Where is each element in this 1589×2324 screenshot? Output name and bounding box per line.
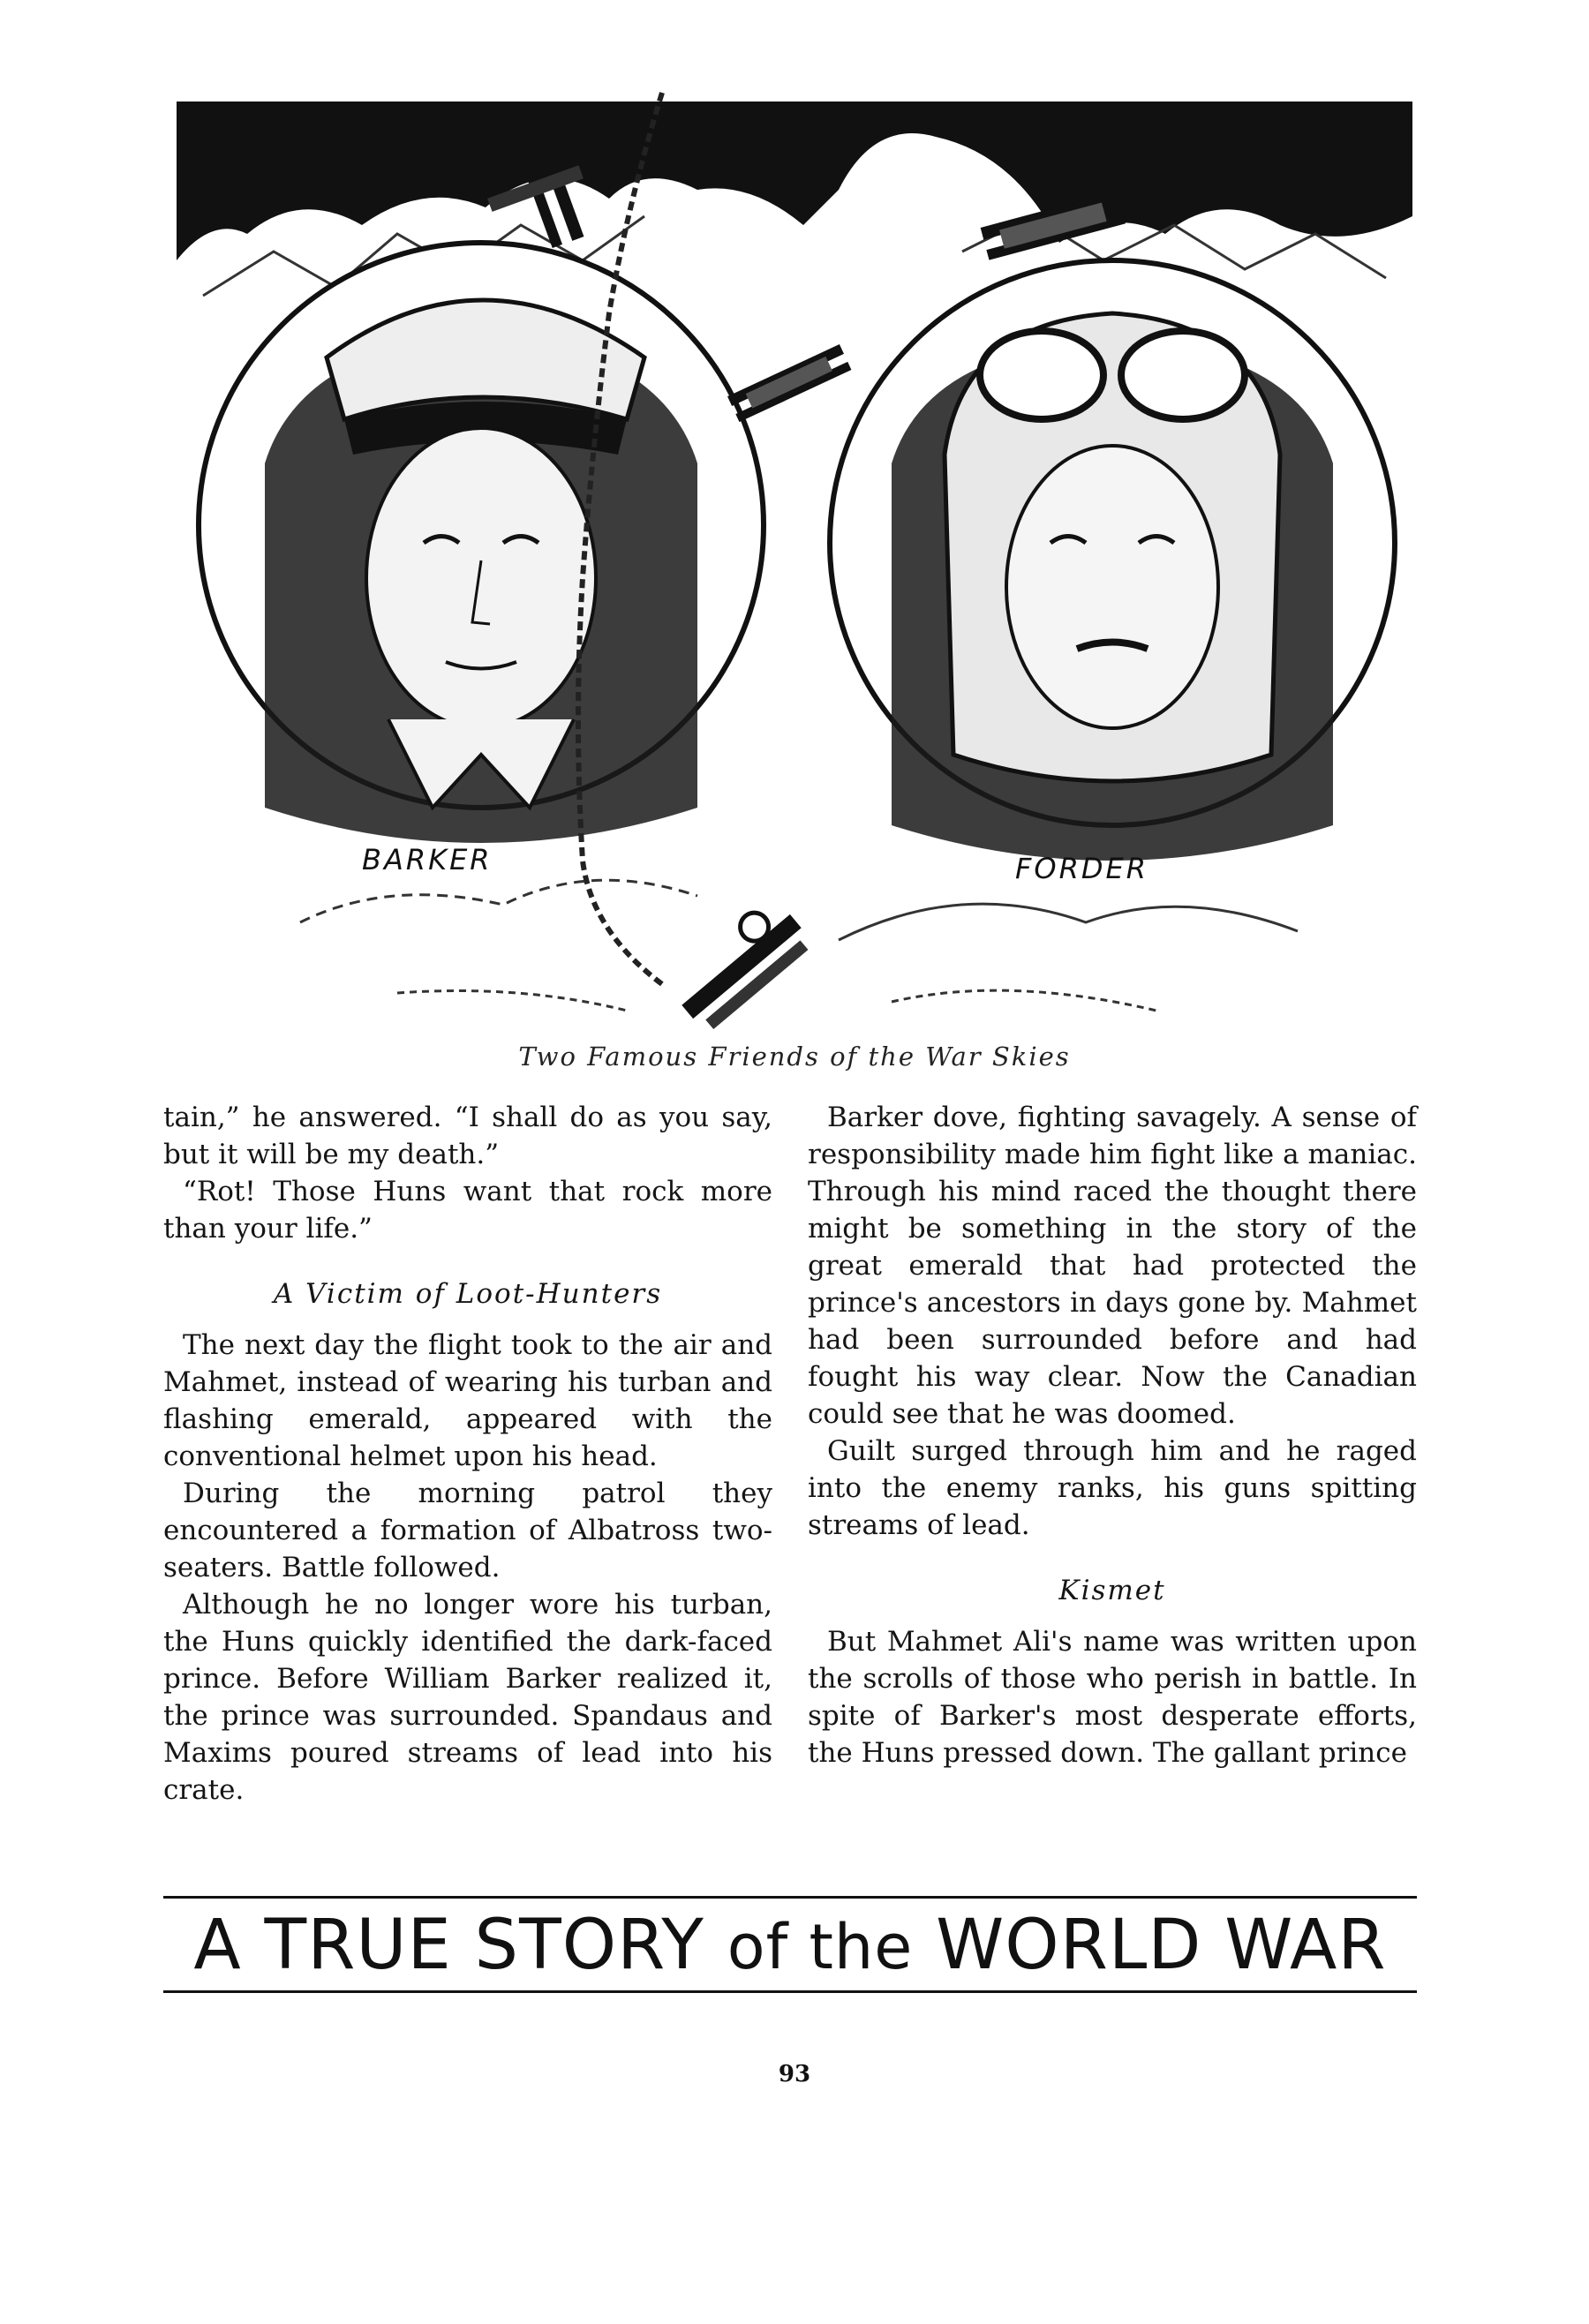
paragraph: But Mahmet Ali's name was written upon the scrolls of those who perish in battle. In spite of Barker's most desperate efforts, the Huns pressed down. The gallant prince bbox=[808, 1626, 1417, 1769]
banner-text: of the bbox=[727, 1911, 914, 1983]
paragraph: The next day the flight took to the air and Mahmet, instead of wearing his turban and flashing emerald, appeared with the conventional helmet upon his head. bbox=[163, 1329, 772, 1472]
left-column bbox=[163, 1099, 772, 1809]
banner-text: WORLD WAR bbox=[913, 1906, 1387, 1985]
right-column bbox=[808, 1099, 1417, 1771]
terrain-line bbox=[397, 990, 1156, 1011]
illustration-caption: Two Famous Friends of the War Skies bbox=[518, 1042, 1071, 1072]
series-banner bbox=[163, 1905, 1417, 1988]
crashing-plane-icon bbox=[664, 893, 815, 1034]
section-subhead: Kismet bbox=[1058, 1575, 1166, 1606]
page-number: 93 bbox=[778, 2061, 811, 2087]
paragraph: Guilt surged through him and he raged into the enemy ranks, his guns spitting streams of lead. bbox=[808, 1435, 1417, 1541]
banner-text: A TRUE STORY bbox=[193, 1906, 727, 1985]
forder-portrait bbox=[830, 260, 1395, 861]
paragraph: During the morning patrol they encountered a formation of Albatross two-seaters. Battle followed. bbox=[163, 1478, 772, 1583]
dark-sky-band bbox=[177, 102, 1412, 260]
war-skies-illustration bbox=[168, 84, 1421, 1042]
paragraph: “Rot! Those Huns want that rock more than your life.” bbox=[163, 1176, 772, 1245]
banner-top-rule bbox=[163, 1896, 1417, 1899]
banner-bottom-rule bbox=[163, 1990, 1417, 1993]
section-subhead: A Victim of Loot-Hunters bbox=[273, 1278, 663, 1310]
paragraph: Barker dove, fighting savagely. A sense of responsibility made him fight like a maniac. Through his mind raced the thought there might be something in the story of the great emerald that had protected the prince's ancestors in days gone by. Mahmet had been surrounded before and had fought his way clear. Now the Canadian could see that he was doomed. bbox=[808, 1102, 1417, 1430]
terrain-line bbox=[839, 904, 1298, 940]
biplane-icon bbox=[727, 344, 851, 422]
paragraph: tain,” he answered. “I shall do as you say, but it will be my death.” bbox=[163, 1102, 772, 1170]
paragraph: Although he no longer wore his turban, the Huns quickly identified the dark-faced prince. Before William Barker realized it, the prince was surrounded. Spandaus and Maxims poured streams of lead into his crate. bbox=[163, 1589, 772, 1806]
label-forder: FORDER bbox=[1015, 852, 1148, 885]
barker-portrait bbox=[199, 243, 764, 843]
terrain-line bbox=[300, 880, 697, 922]
label-barker: BARKER bbox=[362, 843, 493, 876]
